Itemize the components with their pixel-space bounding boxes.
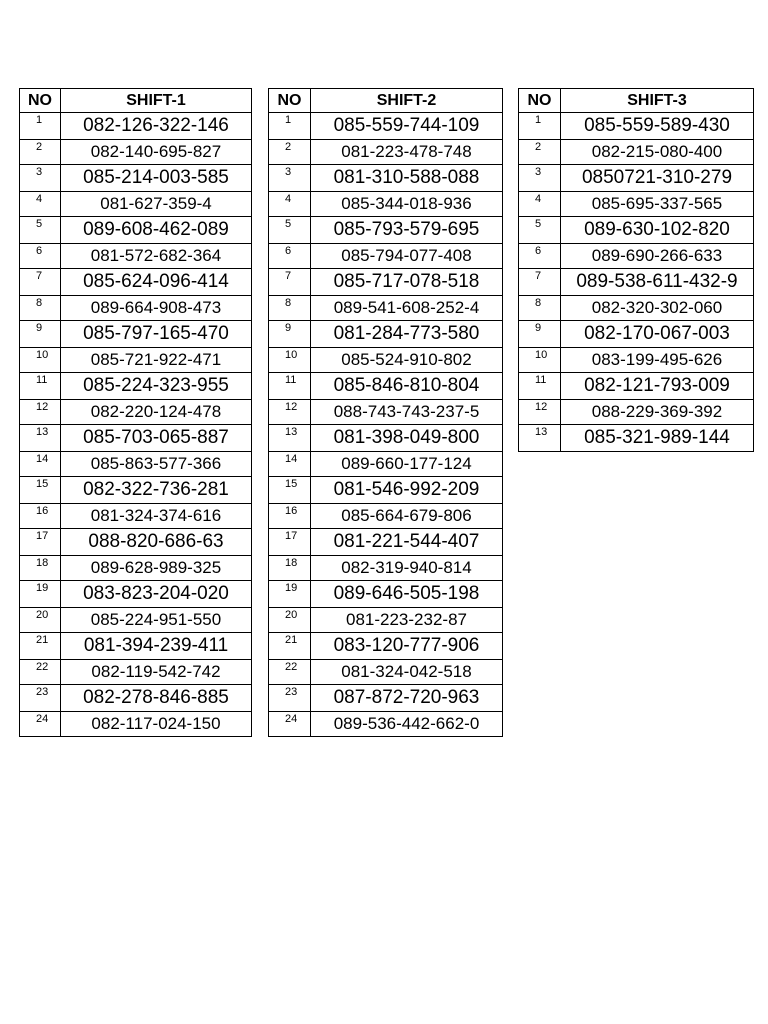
phone-number: 082-126-322-146 — [61, 113, 252, 140]
table-row — [519, 244, 754, 269]
row-number: 14 — [20, 452, 61, 477]
shift-column-header: SHIFT-1 — [61, 89, 252, 113]
row-number: 22 — [20, 660, 61, 685]
phone-number: 081-398-049-800 — [311, 425, 503, 452]
phone-number: 082-117-024-150 — [61, 712, 252, 737]
table-row — [269, 660, 503, 685]
phone-number: 085-524-910-802 — [311, 348, 503, 373]
table-row — [269, 192, 503, 217]
row-number: 24 — [20, 712, 61, 737]
phone-number: 089-538-611-432-9 — [561, 269, 754, 296]
phone-number: 089-664-908-473 — [61, 296, 252, 321]
phone-number: 082-320-302-060 — [561, 296, 754, 321]
phone-number: 081-572-682-364 — [61, 244, 252, 269]
phone-number: 088-820-686-63 — [61, 529, 252, 556]
table-row — [519, 348, 754, 373]
table-header-row — [269, 89, 503, 113]
table-row — [20, 633, 252, 660]
row-number: 20 — [269, 608, 311, 633]
phone-number: 085-797-165-470 — [61, 321, 252, 348]
no-column-header: NO — [20, 89, 61, 113]
table-row — [20, 373, 252, 400]
phone-number: 082-121-793-009 — [561, 373, 754, 400]
table-row — [20, 400, 252, 425]
row-number: 17 — [20, 529, 61, 556]
table-row — [519, 140, 754, 165]
table-row — [20, 140, 252, 165]
table-row — [20, 712, 252, 737]
phone-number: 081-324-374-616 — [61, 504, 252, 529]
phone-number: 081-546-992-209 — [311, 477, 503, 504]
no-column-header: NO — [519, 89, 561, 113]
phone-number: 085-717-078-518 — [311, 269, 503, 296]
row-number: 24 — [269, 712, 311, 737]
row-number: 19 — [20, 581, 61, 608]
phone-number: 089-630-102-820 — [561, 217, 754, 244]
phone-number: 085-224-323-955 — [61, 373, 252, 400]
row-number: 15 — [269, 477, 311, 504]
row-number: 9 — [269, 321, 311, 348]
row-number: 12 — [519, 400, 561, 425]
phone-number: 085-863-577-366 — [61, 452, 252, 477]
phone-number: 083-199-495-626 — [561, 348, 754, 373]
row-number: 8 — [20, 296, 61, 321]
row-number: 5 — [20, 217, 61, 244]
phone-number: 085-793-579-695 — [311, 217, 503, 244]
table-row — [519, 165, 754, 192]
table-row — [269, 217, 503, 244]
phone-number: 082-278-846-885 — [61, 685, 252, 712]
row-number: 8 — [519, 296, 561, 321]
table-row — [269, 140, 503, 165]
row-number: 21 — [20, 633, 61, 660]
row-number: 2 — [20, 140, 61, 165]
table-row — [20, 113, 252, 140]
phone-number: 089-536-442-662-0 — [311, 712, 503, 737]
table-row — [269, 529, 503, 556]
row-number: 3 — [20, 165, 61, 192]
row-number: 2 — [269, 140, 311, 165]
table-row — [20, 244, 252, 269]
phone-number: 082-140-695-827 — [61, 140, 252, 165]
row-number: 6 — [20, 244, 61, 269]
row-number: 3 — [519, 165, 561, 192]
row-number: 23 — [269, 685, 311, 712]
phone-number: 082-215-080-400 — [561, 140, 754, 165]
table-row — [519, 192, 754, 217]
table-row — [269, 712, 503, 737]
table-row — [20, 165, 252, 192]
table-row — [20, 477, 252, 504]
table-row — [20, 660, 252, 685]
phone-number: 085-559-589-430 — [561, 113, 754, 140]
phone-number: 082-322-736-281 — [61, 477, 252, 504]
row-number: 5 — [269, 217, 311, 244]
row-number: 14 — [269, 452, 311, 477]
phone-number: 087-872-720-963 — [311, 685, 503, 712]
table-row — [269, 321, 503, 348]
table-row — [20, 425, 252, 452]
row-number: 15 — [20, 477, 61, 504]
table-row — [20, 452, 252, 477]
phone-number: 085-794-077-408 — [311, 244, 503, 269]
row-number: 1 — [269, 113, 311, 140]
row-number: 3 — [269, 165, 311, 192]
table-row — [20, 685, 252, 712]
phone-number: 085-321-989-144 — [561, 425, 754, 452]
phone-number: 085-664-679-806 — [311, 504, 503, 529]
row-number: 21 — [269, 633, 311, 660]
row-number: 2 — [519, 140, 561, 165]
table-row — [269, 452, 503, 477]
phone-number: 082-170-067-003 — [561, 321, 754, 348]
table-row — [269, 269, 503, 296]
phone-number: 082-220-124-478 — [61, 400, 252, 425]
row-number: 23 — [20, 685, 61, 712]
table-row — [519, 425, 754, 452]
table-row — [519, 217, 754, 244]
table-row — [269, 556, 503, 581]
table-row — [519, 321, 754, 348]
table-row — [269, 633, 503, 660]
table-row — [519, 113, 754, 140]
table-row — [20, 217, 252, 244]
phone-number: 088-743-743-237-5 — [311, 400, 503, 425]
shift-column-header: SHIFT-2 — [311, 89, 503, 113]
table-row — [20, 581, 252, 608]
row-number: 22 — [269, 660, 311, 685]
row-number: 6 — [269, 244, 311, 269]
table-row — [20, 296, 252, 321]
table-row — [519, 400, 754, 425]
table-row — [269, 477, 503, 504]
table-row — [269, 296, 503, 321]
table-row — [269, 244, 503, 269]
phone-number: 082-319-940-814 — [311, 556, 503, 581]
row-number: 4 — [20, 192, 61, 217]
row-number: 19 — [269, 581, 311, 608]
phone-number: 085-559-744-109 — [311, 113, 503, 140]
phone-number: 085-214-003-585 — [61, 165, 252, 192]
phone-number: 0850721-310-279 — [561, 165, 754, 192]
phone-number: 089-608-462-089 — [61, 217, 252, 244]
phone-number: 089-541-608-252-4 — [311, 296, 503, 321]
phone-number: 089-646-505-198 — [311, 581, 503, 608]
phone-number: 085-344-018-936 — [311, 192, 503, 217]
phone-number: 085-224-951-550 — [61, 608, 252, 633]
table-row — [20, 192, 252, 217]
phone-number: 081-223-478-748 — [311, 140, 503, 165]
row-number: 9 — [519, 321, 561, 348]
table-row — [269, 608, 503, 633]
phone-number: 089-628-989-325 — [61, 556, 252, 581]
row-number: 6 — [519, 244, 561, 269]
shift-column-header: SHIFT-3 — [561, 89, 754, 113]
table-row — [269, 685, 503, 712]
phone-number: 081-394-239-411 — [61, 633, 252, 660]
row-number: 20 — [20, 608, 61, 633]
row-number: 4 — [519, 192, 561, 217]
table-row — [20, 504, 252, 529]
phone-number: 081-627-359-4 — [61, 192, 252, 217]
row-number: 1 — [519, 113, 561, 140]
table-header-row — [519, 89, 754, 113]
shift-3-table — [518, 88, 754, 452]
table-row — [269, 504, 503, 529]
row-number: 12 — [20, 400, 61, 425]
row-number: 1 — [20, 113, 61, 140]
table-row — [20, 321, 252, 348]
row-number: 17 — [269, 529, 311, 556]
phone-number: 089-660-177-124 — [311, 452, 503, 477]
row-number: 5 — [519, 217, 561, 244]
phone-number: 081-324-042-518 — [311, 660, 503, 685]
row-number: 12 — [269, 400, 311, 425]
row-number: 13 — [20, 425, 61, 452]
table-row — [20, 269, 252, 296]
row-number: 11 — [20, 373, 61, 400]
table-row — [519, 269, 754, 296]
row-number: 16 — [269, 504, 311, 529]
table-row — [269, 425, 503, 452]
phone-number: 085-624-096-414 — [61, 269, 252, 296]
row-number: 10 — [519, 348, 561, 373]
row-number: 18 — [20, 556, 61, 581]
table-row — [269, 400, 503, 425]
row-number: 7 — [20, 269, 61, 296]
shift-2-table — [268, 88, 503, 737]
row-number: 18 — [269, 556, 311, 581]
table-row — [20, 348, 252, 373]
table-row — [20, 608, 252, 633]
phone-number: 081-221-544-407 — [311, 529, 503, 556]
phone-number: 085-703-065-887 — [61, 425, 252, 452]
table-row — [269, 348, 503, 373]
phone-number: 088-229-369-392 — [561, 400, 754, 425]
row-number: 10 — [269, 348, 311, 373]
phone-number: 089-690-266-633 — [561, 244, 754, 269]
table-row — [269, 113, 503, 140]
row-number: 13 — [519, 425, 561, 452]
table-row — [269, 165, 503, 192]
table-row — [269, 581, 503, 608]
row-number: 11 — [519, 373, 561, 400]
no-column-header: NO — [269, 89, 311, 113]
row-number: 7 — [519, 269, 561, 296]
shift-1-table — [19, 88, 252, 737]
table-row — [519, 296, 754, 321]
phone-number: 082-119-542-742 — [61, 660, 252, 685]
table-row — [20, 529, 252, 556]
row-number: 4 — [269, 192, 311, 217]
table-row — [269, 373, 503, 400]
phone-number: 081-223-232-87 — [311, 608, 503, 633]
row-number: 13 — [269, 425, 311, 452]
phone-number: 085-721-922-471 — [61, 348, 252, 373]
row-number: 16 — [20, 504, 61, 529]
row-number: 11 — [269, 373, 311, 400]
phone-number: 085-846-810-804 — [311, 373, 503, 400]
row-number: 9 — [20, 321, 61, 348]
table-row — [20, 556, 252, 581]
table-row — [519, 373, 754, 400]
row-number: 7 — [269, 269, 311, 296]
row-number: 10 — [20, 348, 61, 373]
row-number: 8 — [269, 296, 311, 321]
phone-number: 083-823-204-020 — [61, 581, 252, 608]
phone-number: 081-310-588-088 — [311, 165, 503, 192]
table-header-row — [20, 89, 252, 113]
phone-number: 081-284-773-580 — [311, 321, 503, 348]
phone-number: 083-120-777-906 — [311, 633, 503, 660]
phone-number: 085-695-337-565 — [561, 192, 754, 217]
